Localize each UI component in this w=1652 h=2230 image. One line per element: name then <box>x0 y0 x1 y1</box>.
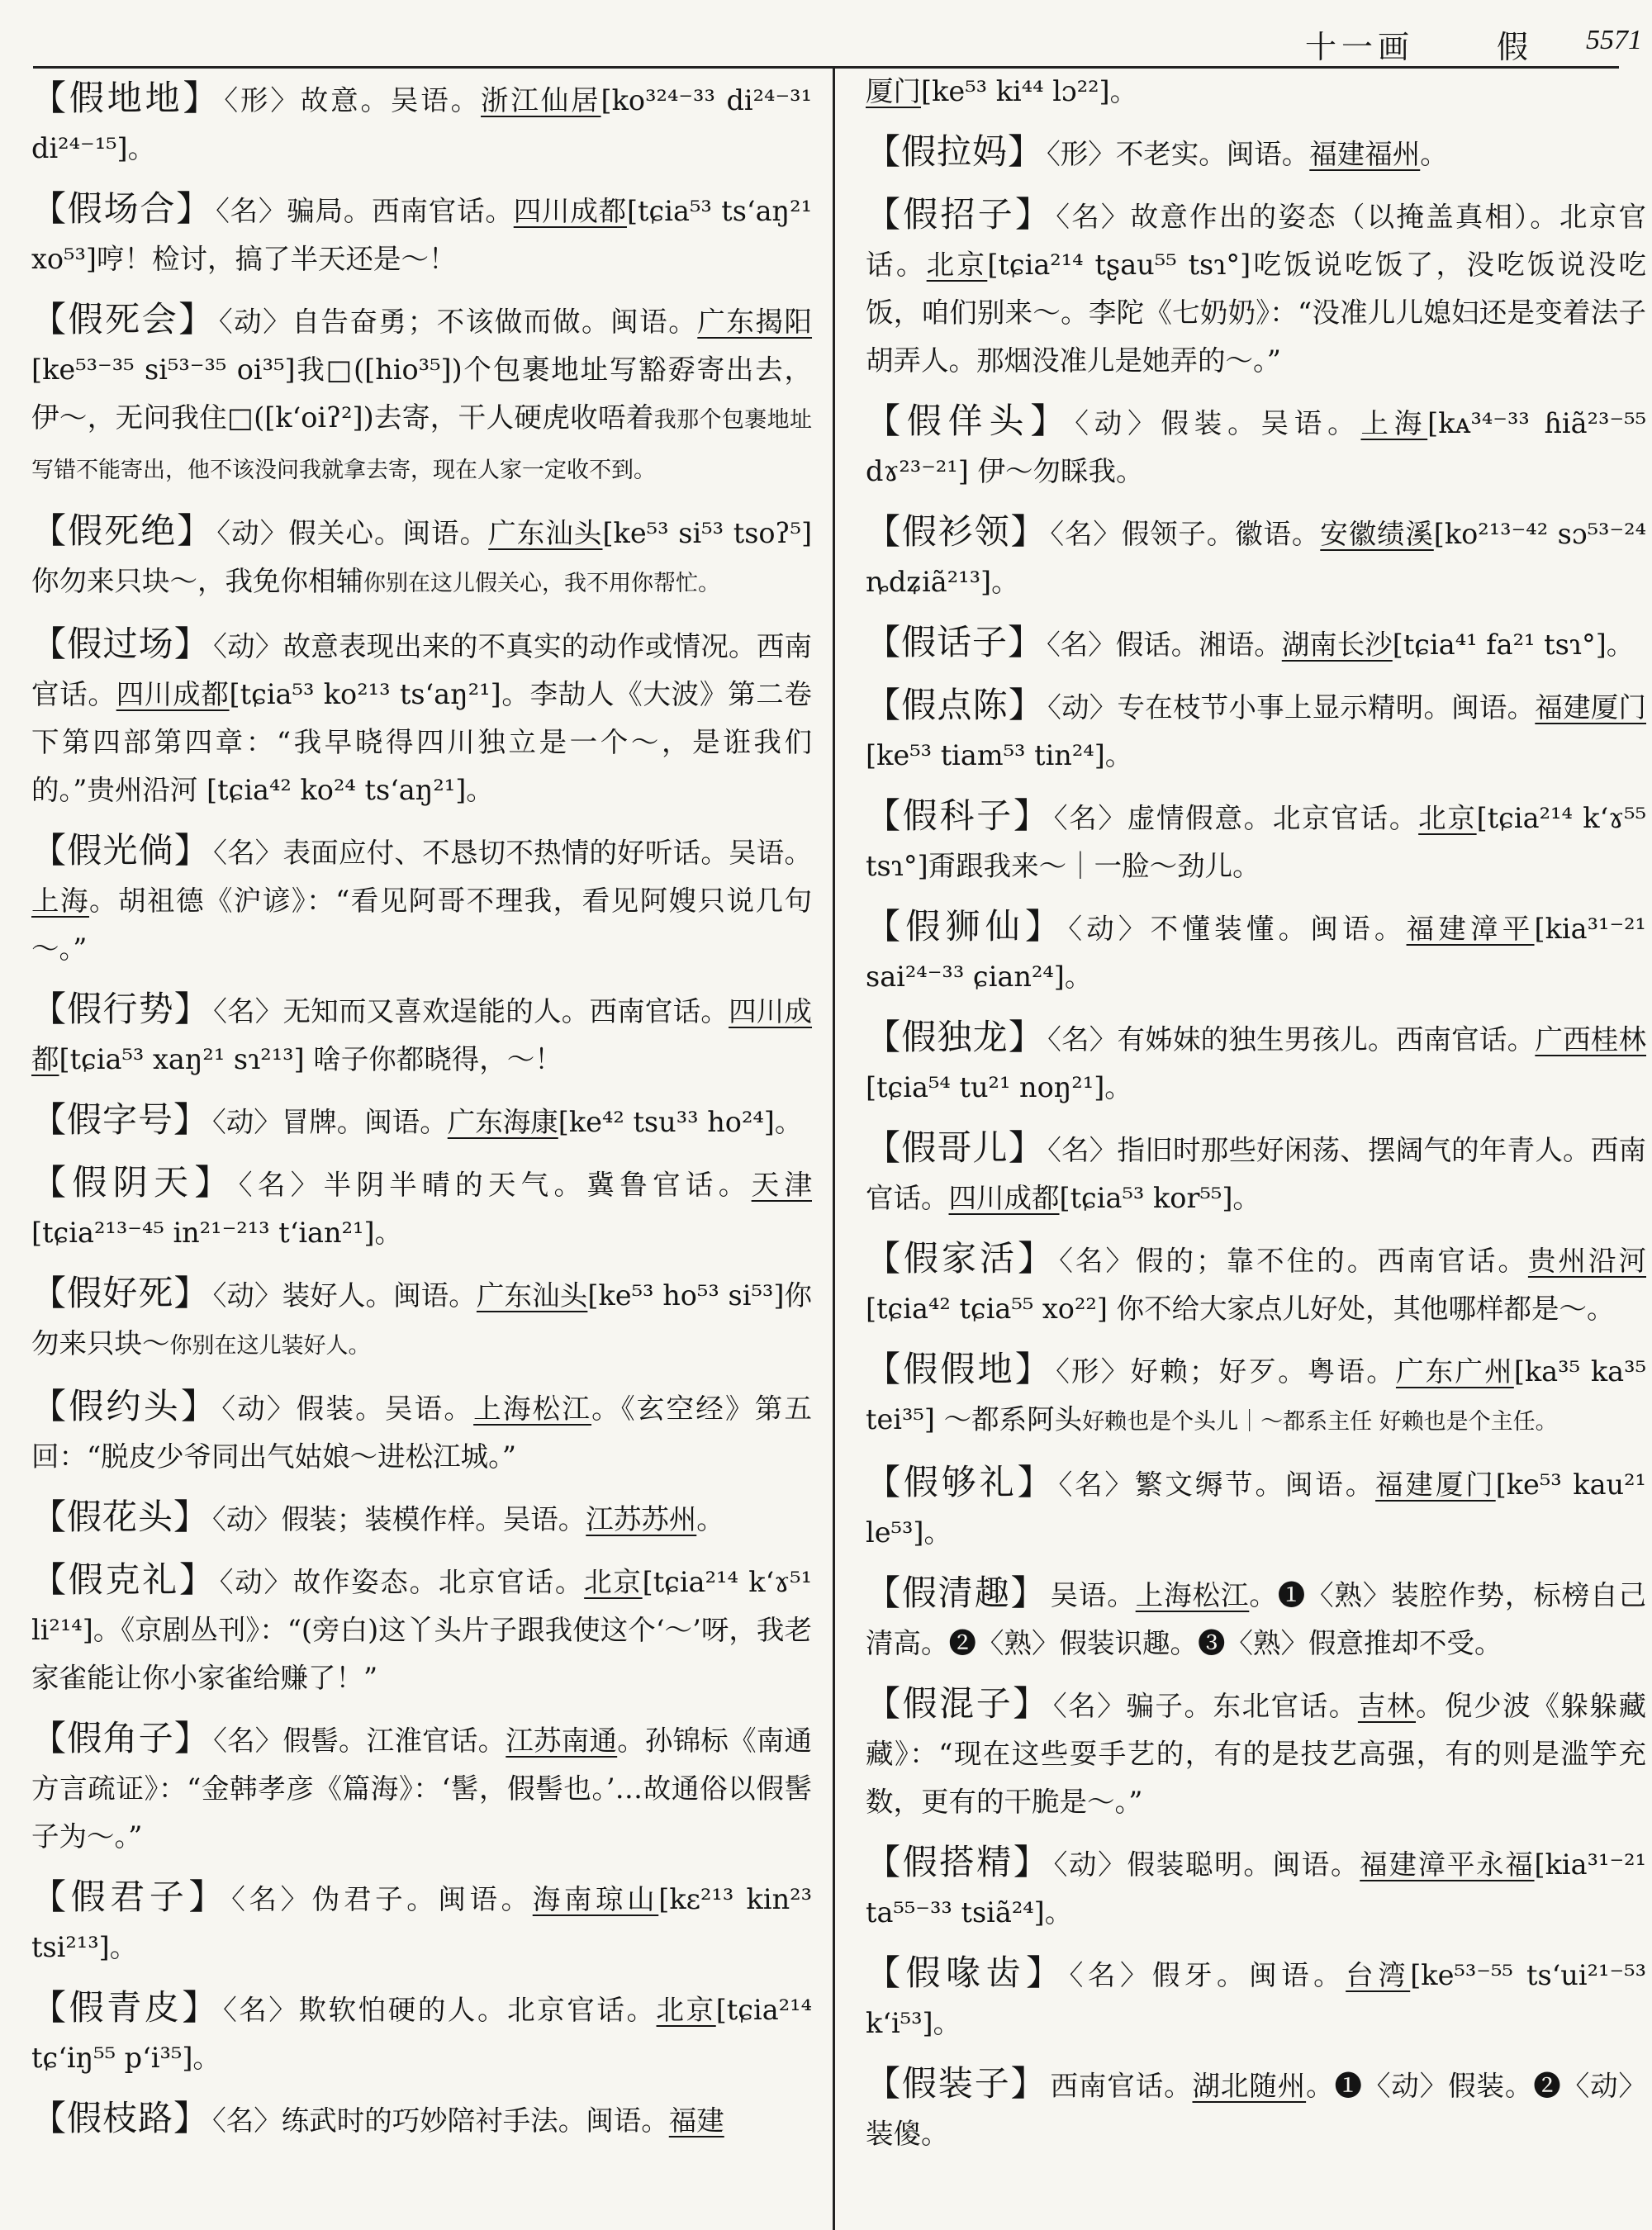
entry-definition: 〈动〉不懂装懂。闽语。 <box>1068 913 1407 945</box>
header-head-char: 假 <box>1497 29 1529 65</box>
entry-headword: 【假拉妈】 <box>866 131 1044 172</box>
entry-headword: 【假场合】 <box>31 188 213 229</box>
entry-body: [tɕia²¹⁴ k‘ɤ⁵¹ li²¹⁴]。《京剧丛刊》：“(旁白)这丫头片子跟我使这个‘～’呀，我老家雀能让你小家雀给赚了！” <box>31 1566 813 1694</box>
entry-body: [kᴀ³⁴⁻³³ ɦiã²³⁻⁵⁵ dɤ²³⁻²¹] 伊～勿睬我。 <box>866 407 1646 487</box>
entry-location: 厦门 <box>866 75 921 107</box>
dictionary-entry <box>866 1013 1646 1112</box>
page-number: 5571 <box>1586 25 1642 55</box>
dictionary-entry <box>866 1569 1646 1668</box>
entry-location: 广东揭阳 <box>697 306 813 338</box>
entry-definition: 〈名〉表面应付、不恳切不热情的好听话。吴语。 <box>213 837 812 869</box>
entry-headword: 【假字号】 <box>31 1099 210 1140</box>
entry-headword: 【假话子】 <box>866 622 1044 662</box>
entry-location: 广西桂林 <box>1535 1023 1647 1056</box>
entry-definition: 〈动〉装好人。闽语。 <box>212 1279 477 1312</box>
entry-definition: 〈形〉不老实。闽语。 <box>1047 138 1310 170</box>
entry-body: 。 <box>696 1503 724 1535</box>
entry-definition: 〈名〉骗子。东北官话。 <box>1052 1690 1358 1722</box>
entry-headword: 【假衫领】 <box>866 511 1047 552</box>
dictionary-entry <box>31 620 812 814</box>
dictionary-entry <box>866 1345 1646 1446</box>
entry-body: [tɕia²¹⁴ k‘ɤ⁵⁵ tsɿ°]甭跟我来～｜一脸～劲儿。 <box>866 802 1647 882</box>
entry-location: 北京 <box>656 1994 716 2026</box>
entry-location: 上海 <box>31 885 89 917</box>
entry-location: 江苏苏州 <box>586 1503 697 1535</box>
entry-location: 上海松江 <box>473 1393 592 1425</box>
entry-location: 四川成都 <box>513 195 627 227</box>
entry-definition: 〈名〉有姊妹的独生男孩儿。西南官话。 <box>1047 1023 1536 1056</box>
entry-headword: 【假招子】 <box>866 194 1053 235</box>
entry-location: 福建漳平 <box>1406 913 1535 945</box>
dictionary-entry <box>31 1493 812 1544</box>
dictionary-entry <box>31 827 812 973</box>
entry-definition: 〈名〉伪君子。闽语。 <box>231 1883 533 1915</box>
entry-definition: 〈动〉故作姿态。北京官话。 <box>219 1566 585 1598</box>
entry-location: 江苏南通 <box>506 1725 618 1757</box>
entry-definition: 〈动〉假关心。闽语。 <box>216 517 489 549</box>
entry-location: 广东汕头 <box>488 517 603 549</box>
entry-location: 台湾 <box>1346 1959 1411 1991</box>
entry-headword: 【假行势】 <box>31 989 211 1029</box>
entry-definition: 〈名〉繁文缛节。闽语。 <box>1058 1468 1376 1501</box>
entry-location: 广东广州 <box>1395 1355 1514 1388</box>
entry-headword: 【假科子】 <box>866 795 1051 836</box>
entry-body: [ko²¹³⁻⁴² sɔ⁵³⁻²⁴ ȵdʑiã²¹³]。 <box>866 518 1647 598</box>
entry-location: 福建福州 <box>1309 138 1421 170</box>
dictionary-entry <box>866 1235 1646 1333</box>
entry-headword: 【假搭精】 <box>866 1842 1051 1882</box>
entry-headword: 【假角子】 <box>31 1718 211 1758</box>
entry-body: [tɕia²¹⁴ tɕ‘iŋ⁵⁵ p‘i³⁵]。 <box>31 1994 813 2074</box>
entry-definition: 〈名〉骗局。西南官话。 <box>216 195 514 227</box>
entry-definition: 〈动〉假装；装模作样。吴语。 <box>212 1503 586 1535</box>
entry-definition: 〈动〉专在枝节小事上显示精明。闽语。 <box>1047 691 1536 724</box>
dictionary-entry <box>866 397 1646 496</box>
entry-headword: 【假死会】 <box>31 299 216 339</box>
entry-location: 广东汕头 <box>476 1279 588 1312</box>
entry-body: [tɕia²¹⁴ tʂau⁵⁵ tsɿ°]吃饭说吃饭了，没吃饭说没吃饭，咱们别来～。李陀《七奶奶》：“没准儿儿媳妇还是变着法子胡弄人。那烟没准儿是她弄的～。” <box>866 249 1646 377</box>
entry-location: 海南琼山 <box>532 1883 659 1915</box>
entry-definition: 〈名〉欺软怕硬的人。北京官话。 <box>222 1994 657 2026</box>
entry-location: 上海松江 <box>1135 1579 1250 1611</box>
dictionary-entry <box>866 792 1646 890</box>
entry-headword: 【假点陈】 <box>866 685 1045 725</box>
entry-location: 四川成都 <box>948 1182 1060 1214</box>
entry-body: [ke⁵³ si⁵³ tsoʔ⁵] 你勿来只块～，我免你相辅 <box>31 517 813 597</box>
entry-headword: 【假佯头】 <box>866 401 1072 441</box>
entry-headword: 【假地地】 <box>31 78 221 118</box>
entry-headword: 【假够礼】 <box>866 1462 1056 1502</box>
dictionary-entry <box>866 128 1646 178</box>
dictionary-entry <box>31 1269 812 1370</box>
entry-definition: 〈形〉好赖；好歹。粤语。 <box>1056 1355 1396 1388</box>
entry-location: 吉林 <box>1357 1690 1417 1722</box>
entry-definition: 〈动〉自告奋勇；不该做而做。闽语。 <box>218 306 698 338</box>
entry-body: [tɕia²¹³⁻⁴⁵ in²¹⁻²¹³ t‘ian²¹]。 <box>31 1217 403 1249</box>
entry-headword: 【假假地】 <box>866 1349 1053 1389</box>
dictionary-entry <box>31 2095 812 2145</box>
dictionary-entry <box>31 1096 812 1146</box>
dictionary-entry <box>866 2060 1646 2158</box>
entry-headword: 【假混子】 <box>866 1683 1050 1724</box>
entry-headword: 【假好死】 <box>31 1273 210 1313</box>
dictionary-entry <box>31 1715 812 1861</box>
entry-body: 。❶〈动〉假装。❷〈动〉装傻。 <box>866 2070 1647 2150</box>
entry-gloss: 你别在这儿假关心，我不用你帮忙。 <box>363 571 720 596</box>
dictionary-entry <box>31 507 812 608</box>
entry-definition: 〈名〉假牙。闽语。 <box>1069 1959 1346 1991</box>
entry-headword: 【假阴天】 <box>31 1162 235 1203</box>
column-divider <box>833 68 835 2230</box>
entry-body: [kɛ²¹³ kin²³ tsi²¹³]。 <box>31 1883 813 1963</box>
entry-headword: 【假青皮】 <box>31 1987 220 2028</box>
dictionary-entry <box>31 1383 812 1481</box>
entry-definition: 〈动〉假装聪明。闽语。 <box>1053 1848 1360 1881</box>
entry-headword: 【假清趣】 <box>866 1573 1047 1613</box>
entry-headword: 【假克礼】 <box>31 1559 216 1600</box>
dictionary-entry <box>31 1984 812 2082</box>
entry-definition: 吴语。 <box>1050 1579 1136 1611</box>
entry-headword: 【假独龙】 <box>866 1017 1045 1057</box>
dictionary-entry <box>31 74 812 173</box>
entry-body: 。 <box>1420 138 1448 170</box>
entry-body: 。《玄空经》第五回：“脱皮少爷同出气姑娘～进松江城。” <box>31 1393 813 1473</box>
left-column <box>31 74 812 2157</box>
entry-definition: 〈名〉故意作出的姿态（以掩盖真相）。北京官话。 <box>866 201 1646 281</box>
entry-definition: 〈名〉虚情假意。北京官话。 <box>1053 802 1419 834</box>
entry-headword: 【假狮仙】 <box>866 906 1066 947</box>
entry-gloss: 好赖也是个头儿｜～都系主任 好赖也是个主任。 <box>1082 1409 1558 1435</box>
dictionary-entry <box>866 1124 1646 1222</box>
entry-location: 福建厦门 <box>1375 1468 1496 1501</box>
entry-location: 福建漳平永福 <box>1360 1848 1535 1881</box>
dictionary-entry <box>866 508 1646 606</box>
entry-location: 四川成都 <box>116 678 230 710</box>
dictionary-entry <box>31 1556 812 1702</box>
entry-definition: 〈动〉冒牌。闽语。 <box>212 1106 448 1138</box>
entry-definition: 〈动〉假装。吴语。 <box>1075 407 1361 439</box>
entry-location: 湖北随州 <box>1192 2070 1307 2102</box>
dictionary-entry <box>866 681 1646 780</box>
entry-body: [tɕia⁵³ ko²¹³ ts‘aŋ²¹]。李劼人《大波》第二卷下第四部第四章：“我早晓得四川独立是一个～，是诳我们的。”贵州沿河 [tɕia⁴² ko²⁴ ts‘aŋ²¹]。 <box>31 678 813 806</box>
entry-definition: 〈名〉练武时的巧妙陪衬手法。闽语。 <box>212 2104 669 2137</box>
entry-definition: 〈名〉假领子。徽语。 <box>1050 518 1321 550</box>
entry-location: 安徽绩溪 <box>1320 518 1434 550</box>
dictionary-entry <box>31 1873 812 1971</box>
entry-location: 福建厦门 <box>1535 691 1647 724</box>
entry-definition: 〈名〉假话。湘语。 <box>1047 629 1282 661</box>
entry-location: 北京 <box>584 1566 643 1598</box>
entry-body: [tɕia⁵³ xaŋ²¹ sɿ²¹³] 啥子你都晓得，～！ <box>59 1043 563 1075</box>
entry-body: [tɕia⁴¹ fa²¹ tsɿ°]。 <box>1392 629 1635 661</box>
entry-location: 湖南长沙 <box>1281 629 1393 661</box>
entry-location: 福建 <box>668 2104 724 2137</box>
entry-definition: 西南官话。 <box>1050 2070 1193 2102</box>
entry-location: 浙江仙居 <box>481 84 601 116</box>
entry-location: 北京 <box>1418 802 1477 834</box>
dictionary-entry <box>31 1159 812 1257</box>
entry-location: 广东海康 <box>447 1106 558 1138</box>
dictionary-entry <box>866 619 1646 669</box>
entry-headword: 【假君子】 <box>31 1877 229 1917</box>
entry-body: 。孙锦标《南通方言疏证》：“金韩孝彦《篇海》：‘髺，假髻也。’…故通俗以假髺子为～。” <box>31 1725 813 1853</box>
entry-body: [tɕia⁵⁴ tu²¹ noŋ²¹]。 <box>866 1071 1132 1103</box>
dictionary-entry <box>866 1680 1646 1826</box>
entry-body: [ke⁵³⁻⁵⁵ ts‘ui²¹⁻⁵³ k‘i⁵³]。 <box>866 1959 1646 2039</box>
right-column <box>866 68 1646 2171</box>
entry-location: 上海 <box>1360 407 1428 439</box>
entry-body: 。❶〈熟〉装腔作势，标榜自己清高。❷〈熟〉假装识趣。❸〈熟〉假意推却不受。 <box>866 1579 1647 1659</box>
entry-body: [ke⁵³ ki⁴⁴ lɔ²²]。 <box>921 75 1138 107</box>
entry-headword: 【假约头】 <box>31 1386 219 1426</box>
entry-definition: 〈名〉假髻。江淮官话。 <box>213 1725 506 1757</box>
entry-definition: 〈名〉假的；靠不住的。西南官话。 <box>1059 1245 1528 1277</box>
entry-gloss: 你别在这儿装好人。 <box>169 1333 371 1359</box>
entry-headword: 【假哥儿】 <box>866 1127 1045 1168</box>
entry-headword: 【假家活】 <box>866 1238 1056 1279</box>
entry-definition: 〈动〉假装。吴语。 <box>221 1393 474 1425</box>
entry-body: [ke⁵³ tiam⁵³ tin²⁴]。 <box>866 739 1133 771</box>
header-section: 十一画 <box>1305 29 1415 65</box>
entry-body: [ko³²⁴⁻³³ di²⁴⁻³¹ di²⁴⁻¹⁵]。 <box>31 84 812 164</box>
entry-body: [tɕia⁵³ ts‘aŋ²¹ xo⁵³]哼！检讨，搞了半天还是～！ <box>31 195 812 275</box>
entry-body: [tɕia⁵³ kor⁵⁵]。 <box>1059 1182 1260 1214</box>
dictionary-entry <box>866 1459 1646 1557</box>
entry-definition: 〈名〉半阴半晴的天气。冀鲁官话。 <box>238 1169 752 1201</box>
entry-location: 天津 <box>751 1169 812 1201</box>
entry-body: [ke⁴² tsu³³ ho²⁴]。 <box>558 1106 803 1138</box>
entry-gloss: 我那个包裹地址写错不能寄出，他不该没问我就拿去寄，现在人家一定收不到。 <box>31 407 813 483</box>
entry-body: [ke⁵³ kau²¹ le⁵³]。 <box>866 1468 1646 1549</box>
entry-headword: 【假死绝】 <box>31 510 214 551</box>
entry-headword: 【假过场】 <box>31 624 211 664</box>
entry-location: 贵州沿河 <box>1527 1245 1646 1277</box>
dictionary-entry <box>31 185 812 283</box>
entry-body: [ke⁵³ ho⁵³ si⁵³]你勿来只块～ <box>31 1279 812 1359</box>
entry-headword: 【假装子】 <box>866 2063 1047 2104</box>
entry-body: 。倪少波《躲躲藏藏》：“现在这些耍手艺的，有的是技艺高强，有的则是滥竽充数，更有的干脆是～。” <box>866 1690 1647 1818</box>
entry-headword: 【假光倘】 <box>31 830 211 871</box>
entry-definition: 〈形〉故意。吴语。 <box>224 84 482 116</box>
dictionary-entry <box>866 1839 1646 1937</box>
dictionary-entry <box>31 296 812 495</box>
dictionary-entry <box>866 1949 1646 2047</box>
dictionary-entry <box>866 68 1646 116</box>
entry-body: 。胡祖德《沪谚》：“看见阿哥不理我，看见阿嫂只说几句～。” <box>31 885 812 965</box>
dictionary-entry <box>31 985 812 1084</box>
entry-location: 北京 <box>926 249 988 281</box>
page-header <box>1272 17 1642 66</box>
dictionary-entry <box>866 903 1646 1001</box>
entry-body: [tɕia⁴² tɕia⁵⁵ xo²²] 你不给大家点儿好处，其他哪样都是～。 <box>866 1293 1615 1325</box>
entry-definition: 〈动〉故意表现出来的不真实的动作或情况。西南官话。 <box>31 630 812 710</box>
entry-body: [ka³⁵ ka³⁵ tei³⁵] ～都系阿头 <box>866 1355 1647 1435</box>
entry-headword: 【假枝路】 <box>31 2098 210 2138</box>
dictionary-entry <box>866 191 1646 385</box>
entry-body: [ke⁵³⁻³⁵ si⁵³⁻³⁵ oi³⁵]我□([hio³⁵])个包裹地址写豁孬寄出去，伊～，无问我住□([k‘oiʔ²])去寄，干人硬虎收唔着 <box>31 353 812 434</box>
entry-body: [kia³¹⁻²¹ sai²⁴⁻³³ ɕian²⁴]。 <box>866 913 1646 993</box>
entry-headword: 【假花头】 <box>31 1497 210 1537</box>
entry-definition: 〈名〉无知而又喜欢逞能的人。西南官话。 <box>213 995 729 1027</box>
entry-body: [kia³¹⁻²¹ ta⁵⁵⁻³³ tsiã²⁴]。 <box>866 1848 1647 1929</box>
entry-headword: 【假喙齿】 <box>866 1952 1066 1993</box>
entry-location: 四川成都 <box>31 995 813 1075</box>
entry-definition: 〈名〉指旧时那些好闲荡、摆阔气的年青人。西南官话。 <box>866 1134 1646 1214</box>
